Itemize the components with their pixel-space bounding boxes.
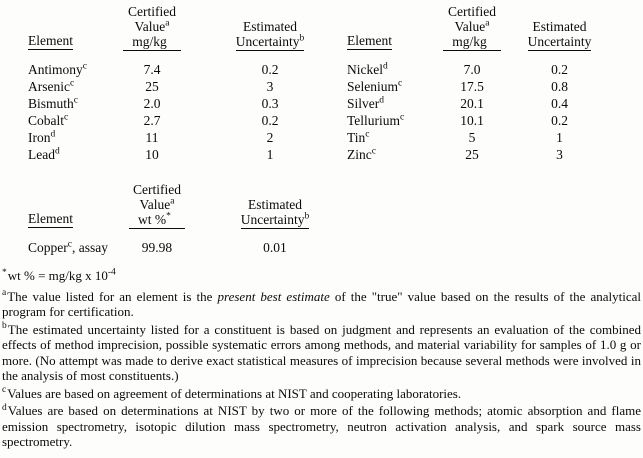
element-name: Tin bbox=[347, 130, 366, 145]
table-row bbox=[347, 129, 597, 146]
footnote-ref: d bbox=[54, 146, 60, 157]
element-cell bbox=[347, 95, 422, 112]
value-cell: 2.7 bbox=[143, 113, 161, 128]
footnote-ref-b: b bbox=[299, 33, 305, 44]
element-name: Nickel bbox=[347, 62, 383, 77]
uncertainty-label: Uncertainty bbox=[240, 212, 305, 227]
element-name: Arsenic bbox=[28, 79, 70, 94]
value-cell: 10 bbox=[145, 147, 159, 162]
footnote-ref: c bbox=[400, 112, 405, 123]
value-cell: 20.1 bbox=[460, 96, 484, 111]
element-cell bbox=[28, 112, 103, 129]
estimated-uncertainty-header bbox=[206, 182, 344, 239]
footnote-ref-b: b bbox=[304, 211, 310, 222]
footnote-ref: c bbox=[365, 129, 370, 140]
certified-label: Certified bbox=[132, 182, 181, 197]
estimated-label: Estimated bbox=[243, 19, 297, 34]
table-row bbox=[28, 78, 339, 95]
element-cell bbox=[28, 95, 103, 112]
estimated-uncertainty-header bbox=[522, 4, 597, 61]
certified-value-header bbox=[108, 182, 206, 239]
footnote-ref: c bbox=[64, 112, 69, 123]
footnotes bbox=[2, 268, 641, 452]
element-name: Lead bbox=[28, 147, 55, 162]
uncertainty-cell: 0.4 bbox=[551, 96, 568, 111]
footnote-text: wt % = mg/kg x 10 bbox=[7, 268, 108, 283]
element-cell bbox=[347, 61, 422, 78]
value-label: Value bbox=[134, 19, 166, 34]
table-row bbox=[28, 112, 339, 129]
element-suffix: , assay bbox=[71, 240, 108, 255]
table-row bbox=[28, 61, 339, 78]
certified-label: Certified bbox=[448, 4, 496, 19]
value-label: Value bbox=[139, 197, 171, 212]
element-cell bbox=[28, 146, 103, 163]
value-cell: 11 bbox=[145, 130, 159, 145]
uncertainty-cell: 0.3 bbox=[261, 96, 279, 111]
assay-table bbox=[28, 182, 344, 256]
footnote-ref: d bbox=[383, 61, 388, 72]
footnote-star bbox=[2, 268, 641, 284]
uncertainty-cell: 1 bbox=[556, 130, 563, 145]
table-row bbox=[347, 112, 597, 129]
value-cell: 7.4 bbox=[143, 62, 161, 77]
footnote-marker-a: a bbox=[2, 288, 7, 299]
footnote-text: Values are based on determinations at NIST by two or more of the following methods; atomic absorption and flame emission spectrometry, isotopic dilution mass spectrometry, neutron activation analysis, and spark source mass spectrometry. bbox=[2, 403, 641, 449]
footnote-ref: c bbox=[67, 239, 72, 250]
footnote-marker-d: d bbox=[2, 402, 7, 413]
element-name: Zinc bbox=[347, 147, 372, 162]
element-name: Tellurium bbox=[347, 113, 401, 128]
element-header bbox=[347, 4, 422, 61]
table-row bbox=[28, 146, 339, 163]
unit-label: mg/kg bbox=[443, 34, 501, 51]
value-cell: 2.0 bbox=[143, 96, 161, 111]
value-cell: 7.0 bbox=[463, 62, 481, 77]
footnote-ref: c bbox=[69, 78, 75, 89]
element-name: Copper bbox=[28, 240, 68, 255]
footnote-ref-star: * bbox=[166, 211, 171, 222]
footnote-marker-b: b bbox=[2, 321, 7, 332]
element-header-label: Element bbox=[347, 33, 392, 48]
element-cell bbox=[347, 78, 422, 95]
footnote-d bbox=[2, 403, 641, 450]
table-row bbox=[347, 95, 597, 112]
exponent: -4 bbox=[107, 267, 116, 278]
uncertainty-cell: 0.2 bbox=[551, 113, 568, 128]
unit-label: mg/kg bbox=[123, 34, 181, 51]
element-header-label: Element bbox=[28, 211, 73, 226]
certified-values-table-left bbox=[28, 4, 339, 163]
element-cell bbox=[28, 239, 108, 256]
header-row bbox=[347, 4, 597, 61]
element-name: Silver bbox=[347, 96, 380, 111]
footnote-text: The estimated uncertainty listed for a constituent is based on judgment and represents an evaluation of the combined effects of method imprecision, possible systematic errors among methods, and material variability for samples of 1.0 g or more. (No attempt was made to derive exact statistical measures of imprecision because several methods were involved in the analysis of most constituents.) bbox=[2, 321, 641, 383]
certified-values-table-right bbox=[347, 4, 597, 163]
header-row bbox=[28, 4, 339, 61]
certified-label: Certified bbox=[128, 4, 176, 19]
element-name: Selenium bbox=[347, 79, 398, 94]
uncertainty-cell: 0.2 bbox=[261, 113, 279, 128]
value-cell: 17.5 bbox=[460, 79, 484, 94]
element-name: Bismuth bbox=[28, 96, 74, 111]
footnote-text: Values are based on agreement of determinations at NIST and cooperating laboratories. bbox=[7, 385, 462, 401]
footnote-ref-a: a bbox=[485, 18, 490, 29]
footnote-text: The value listed for an element is the bbox=[7, 288, 218, 304]
value-cell: 25 bbox=[145, 79, 159, 94]
footnote-ref: c bbox=[398, 78, 403, 89]
value-cell: 25 bbox=[465, 147, 479, 162]
uncertainty-label: Uncertainty bbox=[527, 34, 592, 49]
value-label: Value bbox=[454, 19, 486, 34]
element-cell bbox=[347, 146, 422, 163]
element-cell bbox=[347, 129, 422, 146]
element-cell bbox=[347, 112, 422, 129]
uncertainty-cell: 0.2 bbox=[261, 62, 279, 77]
footnote-ref: c bbox=[371, 146, 376, 157]
footnote-italic-text: present best estimate bbox=[217, 288, 330, 304]
footnote-ref: c bbox=[73, 95, 78, 106]
estimated-label: Estimated bbox=[247, 197, 302, 212]
uncertainty-cell: 1 bbox=[266, 147, 274, 162]
footnote-b bbox=[2, 322, 641, 384]
element-header-label: Element bbox=[28, 33, 73, 48]
footnote-marker-star: * bbox=[2, 267, 7, 278]
footnote-ref-a: a bbox=[170, 196, 175, 207]
footnote-ref: d bbox=[50, 129, 56, 140]
uncertainty-cell: 3 bbox=[266, 79, 274, 94]
footnote-ref: d bbox=[379, 95, 384, 106]
certified-value-header bbox=[422, 4, 522, 61]
element-header bbox=[28, 182, 108, 239]
value-cell: 10.1 bbox=[460, 113, 484, 128]
element-name: Iron bbox=[28, 130, 51, 145]
value-cell: 5 bbox=[468, 130, 476, 145]
footnote-ref-a: a bbox=[165, 18, 170, 29]
estimated-uncertainty-header bbox=[201, 4, 339, 61]
uncertainty-cell: 2 bbox=[266, 130, 274, 145]
table-row bbox=[347, 61, 597, 78]
unit-label: wt % bbox=[138, 212, 167, 227]
estimated-label: Estimated bbox=[532, 19, 587, 34]
element-header bbox=[28, 4, 103, 61]
footnote-ref: c bbox=[82, 61, 87, 72]
uncertainty-label: Uncertainty bbox=[235, 34, 300, 49]
table-row bbox=[347, 78, 597, 95]
uncertainty-cell: 0.2 bbox=[551, 62, 568, 77]
element-name: Antimony bbox=[28, 62, 83, 77]
element-cell bbox=[28, 61, 103, 78]
table-row bbox=[347, 146, 597, 163]
uncertainty-cell: 0.8 bbox=[551, 79, 568, 94]
footnote-a bbox=[2, 289, 641, 320]
footnote-c bbox=[2, 386, 641, 402]
table-row bbox=[28, 239, 344, 256]
certified-value-header bbox=[103, 4, 201, 61]
footnote-marker-c: c bbox=[2, 385, 7, 396]
uncertainty-cell: 0.01 bbox=[263, 240, 287, 255]
value-cell: 99.98 bbox=[141, 240, 173, 255]
table-row bbox=[28, 95, 339, 112]
uncertainty-cell: 3 bbox=[556, 147, 563, 162]
footnote-text: of the "true" value based on the results of the analytical program for certification. bbox=[2, 288, 641, 319]
element-cell bbox=[28, 129, 103, 146]
table-row bbox=[28, 129, 339, 146]
element-name: Cobalt bbox=[28, 113, 64, 128]
element-cell bbox=[28, 78, 103, 95]
header-row bbox=[28, 182, 344, 239]
